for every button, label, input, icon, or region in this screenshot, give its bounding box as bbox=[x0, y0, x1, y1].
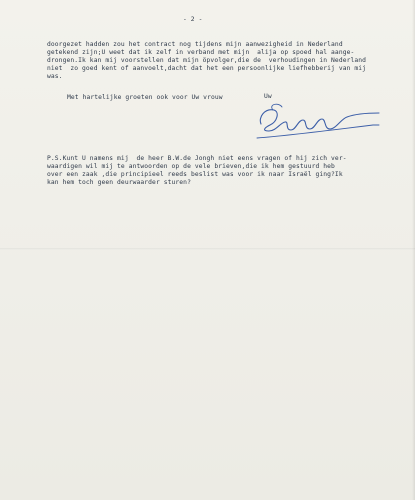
postscript-line-2: waardigen wil mij te antwoorden op de vele brieven,die ik hem gestuurd heb bbox=[47, 163, 335, 170]
closing-signoff: Uw bbox=[264, 93, 272, 100]
body-line-2: getekend zijn;U weet dat ik zelf in verband met mijn alija op spoed hal aange- bbox=[47, 49, 355, 56]
postscript-line-1: P.S.Kunt U namens mij de heer B.W.de Jongh niet eens vragen of hij zich ver- bbox=[47, 155, 347, 162]
signature-stroke-loop bbox=[272, 104, 282, 110]
signature-stroke-main bbox=[260, 110, 379, 131]
signature-underline bbox=[257, 125, 379, 138]
body-line-5: was. bbox=[47, 73, 63, 80]
postscript-line-3: over een zaak ,die principieel reeds beslist was voor ik naar Israël ging?Ik bbox=[47, 171, 343, 178]
page-number: - 2 - bbox=[183, 16, 203, 23]
closing-greeting: Met hartelijke groeten ook voor Uw vrouw bbox=[67, 94, 223, 101]
handwritten-signature bbox=[255, 100, 385, 142]
body-line-1: doorgezet hadden zou het contract nog tijdens mijn aanwezigheid in Nederland bbox=[47, 41, 343, 48]
body-line-4: niet zo goed kent of aanvoelt,dacht dat het een persoonlijke liefhebberij van mij bbox=[47, 65, 367, 72]
postscript-line-4: kan hem toch geen deurwaarder sturen? bbox=[47, 179, 191, 186]
paper-fold-line bbox=[0, 248, 415, 250]
body-line-3: drongen.Ik kan mij voorstellen dat mijn öpvolger,die de verhoudingen in Nederland bbox=[47, 57, 367, 64]
